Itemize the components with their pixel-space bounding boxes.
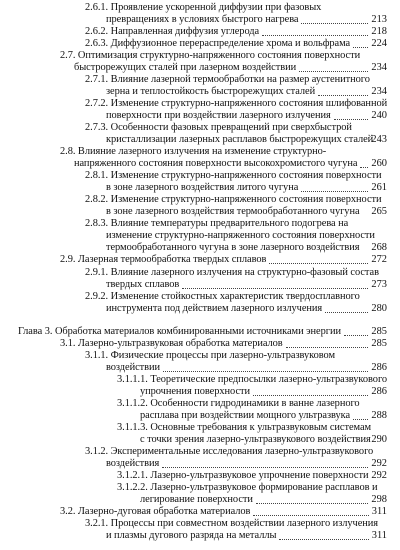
toc-entry-text: изменение структурно-напряженного состояния поверхности [106, 230, 375, 241]
toc-entry-text: 2.8.2. Изменение структурно-напряженного состояния поверхности [85, 194, 382, 205]
toc-entry-text: 2.9. Лазерная термообработка твердых сплавов [60, 254, 267, 265]
toc-dot-leader [301, 23, 368, 24]
toc-dot-leader [286, 347, 368, 348]
toc-entry-text: 3.1.1.3. Основные требования к ультразвуковым системам [117, 422, 372, 433]
toc-page-number: 273 [371, 279, 387, 290]
toc-entry-text: в зоне лазерного воздействия термообработанного чугуна [106, 206, 360, 217]
toc-page-number: 218 [371, 26, 387, 37]
toc-page-number: 286 [371, 362, 387, 373]
toc-entry-text: легирование поверхности [140, 494, 253, 505]
toc-dot-leader [253, 515, 369, 516]
toc-page-number: 285 [371, 338, 387, 349]
toc-entry-text: кристаллизации лазерных расплавов быстрорежущих сталей [106, 134, 374, 145]
toc-page-number: 213 [371, 14, 387, 25]
toc-dot-leader [353, 47, 368, 48]
toc-dot-leader [353, 419, 368, 420]
toc-dot-leader [253, 395, 368, 396]
toc-page-number: 286 [371, 386, 387, 397]
toc-page-number: 240 [371, 110, 387, 121]
toc-page-number: 311 [371, 506, 387, 517]
toc-entry-text: 2.7. Оптимизация структурно-напряженного состояния поверхности [60, 50, 361, 61]
toc-entry-text: напряженного состояния поверхности высокохромистого чугуна [74, 158, 358, 169]
toc-page-number: 224 [371, 38, 387, 49]
toc-dot-leader [318, 95, 368, 96]
toc-entry-text: 2.8.1. Изменение структурно-напряженного состояния поверхности [85, 170, 382, 181]
toc-entry-text: 3.2.1. Процессы при совместном воздействии лазерного излучения [85, 518, 379, 529]
toc-page-number: 268 [371, 242, 387, 253]
toc-entry-text: термообработанного чугуна в зоне лазерного воздействия [106, 242, 360, 253]
toc-dot-leader [279, 539, 369, 540]
toc-entry-text: в зоне лазерного воздействия литого чугуна [106, 182, 299, 193]
toc-page-number: 298 [371, 494, 387, 505]
toc-entry-text: воздействия [106, 458, 160, 469]
toc-entry-text: зерна и теплостойкость быстрорежущих сталей [106, 86, 316, 97]
toc-entry-text: с точки зрения лазерно-ультразвукового воздействия [140, 434, 371, 445]
toc-page-number: 272 [371, 254, 387, 265]
toc-dot-leader [262, 35, 368, 36]
toc-entry-text: 3.1.1. Физические процессы при лазерно-ультразвуковом [85, 350, 336, 361]
toc-entry-text: 2.8. Влияние лазерного излучения на изменение структурно- [60, 146, 327, 157]
toc-dot-leader [163, 371, 368, 372]
toc-entry-text: воздействии [106, 362, 161, 373]
toc-entry-text: 2.9.2. Изменение стойкостных характеристик твердосплавного [85, 291, 360, 302]
toc-page-number: 290 [371, 434, 387, 445]
toc-page-number: 288 [371, 410, 387, 421]
toc-page-number: 234 [371, 86, 387, 97]
toc-entry-text: 3.1.1.1. Теоретические предпосылки лазерно-ультразвукового [117, 374, 388, 385]
toc-entry-text: 2.8.3. Влияние температуры предварительного подогрева на [85, 218, 349, 229]
toc-dot-leader [344, 335, 368, 336]
toc-entry-text: поверхности при воздействии лазерного излучения [106, 110, 331, 121]
toc-page-number: 280 [371, 303, 387, 314]
toc-page-number: 285 [371, 326, 387, 337]
toc-entry-text: 3.1.2.1. Лазерно-ультразвуковое упрочнение поверхности [117, 470, 369, 481]
toc-entry-text: 3.2. Лазерно-дуговая обработка материалов [60, 506, 251, 517]
toc-entry-text: упрочнения поверхности [140, 386, 251, 397]
toc-dot-leader [301, 191, 368, 192]
toc-entry-text: 3.1.2. Экспериментальные исследования лазерно-ультразвукового [85, 446, 374, 457]
toc-page-number: 243 [371, 134, 387, 145]
toc-entry-text: 3.1. Лазерно-ультразвуковая обработка материалов [60, 338, 283, 349]
toc-dot-leader [299, 71, 368, 72]
toc-entry-text: твердых сплавов [106, 279, 180, 290]
toc-entry-text: 2.7.1. Влияние лазерной термообработки на размер аустенитного [85, 74, 370, 85]
toc-entry-text: 3.1.2.2. Лазерно-ультразвуковое формирование расплавов и [117, 482, 378, 493]
toc-entry-text: быстрорежущих сталей при лазерном воздействии [74, 62, 297, 73]
toc-page-number: 260 [371, 158, 387, 169]
toc-entry-text: 3.1.1.2. Особенности гидродинамики в ванне лазерного [117, 398, 360, 409]
toc-page-number: 292 [371, 458, 387, 469]
toc-dot-leader [256, 503, 368, 504]
toc-page-number: 311 [371, 530, 387, 541]
toc-entry-text: 2.6.2. Направленная диффузия углерода [85, 26, 260, 37]
toc-page-number: 292 [371, 470, 387, 481]
toc-entry-text: Глава 3. Обработка материалов комбинированными источниками энергии [18, 326, 341, 337]
toc-dot-leader [269, 263, 368, 264]
toc-page-number: 261 [371, 182, 387, 193]
toc-dot-leader [162, 467, 368, 468]
toc-dot-leader [360, 167, 368, 168]
toc-page-number: 265 [371, 206, 387, 217]
toc-entry-text: 2.9.1. Влияние лазерного излучения на структурно-фазовый состав [85, 267, 379, 278]
toc-entry-text: инструмента под действием лазерного излучения [106, 303, 323, 314]
toc-page-number: 234 [371, 62, 387, 73]
toc-entry-text: 2.7.2. Изменение структурно-напряженного состояния шлифованной [85, 98, 388, 109]
toc-dot-leader [325, 312, 368, 313]
toc-entry-text: 2.6.3. Диффузионное перераспределение хрома и вольфрама [85, 38, 351, 49]
toc-entry-text: 2.7.3. Особенности фазовых превращений при сверхбыстрой [85, 122, 352, 133]
toc-dot-leader [334, 119, 368, 120]
toc-entry-text: расплава при воздействии мощного ультразвука [140, 410, 351, 421]
toc-entry-text: и плазмы дугового разряда на металлы [106, 530, 277, 541]
toc-entry-text: превращениях в условиях быстрого нагрева [106, 14, 299, 25]
toc-entry-text: 2.6.1. Проявление ускоренной диффузии при фазовых [85, 2, 322, 13]
toc-dot-leader [182, 288, 368, 289]
